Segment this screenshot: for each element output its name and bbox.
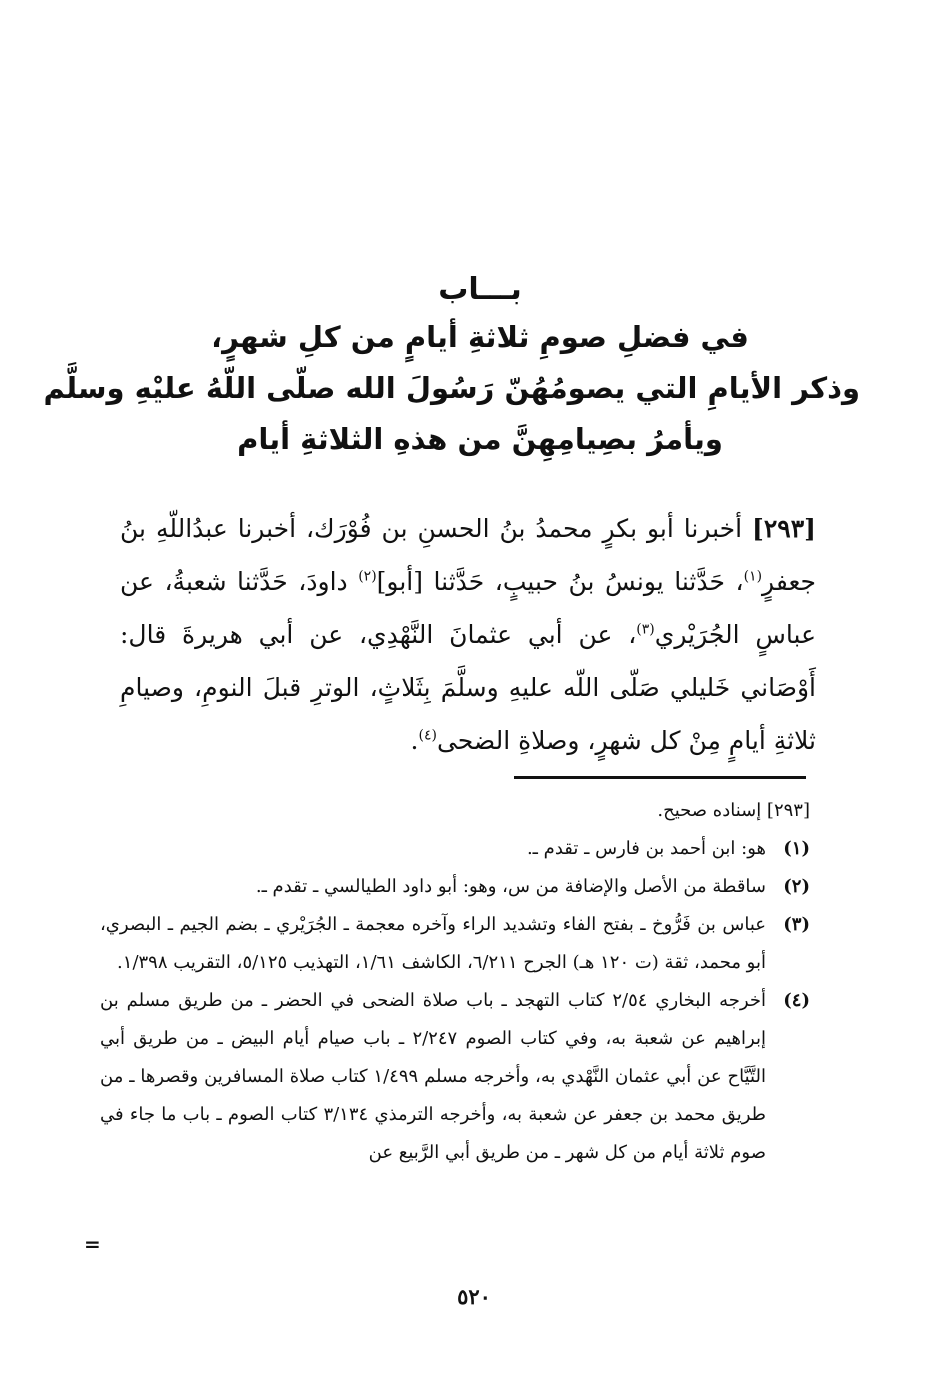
footnotes-section xyxy=(100,792,810,1172)
footnote-item xyxy=(100,982,810,1172)
hadith-number: [٢٩٣] xyxy=(752,514,816,543)
hadith-text-part-3: داودَ، حَدَّثنا شعبةُ، عن عباسٍ الجُرَيْري xyxy=(120,567,816,649)
footnote-ref-3: (٣) xyxy=(636,621,655,638)
footnote-separator xyxy=(514,776,806,779)
hadith-paragraph xyxy=(120,502,816,767)
footnote-marker: (٤) xyxy=(783,990,810,1011)
continuation-mark: = xyxy=(84,1232,101,1256)
footnote-text: هو: ابن أحمد بن فارس ـ تقدم ـ. xyxy=(526,838,766,859)
chapter-title-line-2: وذكر الأيامِ التي يصومُهُنّ رَسُولَ الله صلّى اللّهُ عليْهِ وسلَّم xyxy=(43,371,860,405)
footnote-marker: (١) xyxy=(783,838,810,859)
footnote-text: أخرجه البخاري ٢/٥٤ كتاب التهجد ـ باب صلاة الضحى في الحضر ـ من طريق مسلم بن إبراهيم عن شعبة به، وفي كتاب الصوم ٢/٢٤٧ ـ باب صيام أيام البيض ـ من طريق أبي التَّيَّاح عن أبي عثمان النَّهْدي به، وأخرجه مسلم ١/٤٩٩ كتاب صلاة المسافرين وقصرها ـ من طريق محمد بن جعفر عن شعبة به، وأخرجه الترمذي ٣/١٣٤ كتاب الصوم ـ باب ما جاء في صوم ثلاثة أيام من كل شهر ـ من طريق أبي الرَّبيع عن xyxy=(100,990,766,1163)
chapter-word: بـــاب xyxy=(438,272,522,307)
footnote-ref-2: (٢) xyxy=(358,568,377,585)
footnote-text: عباس بن فَرُّوخ ـ بفتح الفاء وتشديد الراء وآخره معجمة ـ الجُرَيْري ـ بضم الجيم ـ البصري، أبو محمد، ثقة (ت ١٢٠ هـ) الجرح ٦/٢١١، الكاشف ١/٦١، التهذيب ٥/١٢٥، التقريب ١/٣٩٨. xyxy=(100,914,766,973)
footnote-item xyxy=(100,868,810,906)
chapter-title-line-1: في فضلِ صومِ ثلاثةِ أيامٍ من كلِ شهرٍ، xyxy=(211,320,749,354)
footnote-item xyxy=(100,906,810,982)
footnote-ref-4: (٤) xyxy=(418,727,437,744)
chapter-heading xyxy=(43,268,860,465)
hadith-text-part-2: ، حَدَّثنا يونسُ بنُ حبيبٍ، حَدَّثنا [أبو] xyxy=(376,567,744,596)
hadith-text-part-4: ، عن أبي عثمانَ النَّهْدِي، عن أبي هريرةَ قال: أَوْصَاني خَليلي صَلّى اللّه عليهِ وسلَّمَ بِثَلاثٍ، الوترِ قبلَ النومِ، وصيامِ ثلاثةِ أيامٍ مِنْ كل شهرٍ، وصلاةِ الضحى xyxy=(120,620,816,755)
footnote-marker: (٣) xyxy=(783,914,810,935)
chapter-title-line-3: ويأمرُ بصِيامِهِنَّ من هذهِ الثلاثةِ أيام xyxy=(237,422,723,456)
footnote-header: [٢٩٣] إسناده صحيح. xyxy=(657,800,810,821)
footnote-text: ساقطة من الأصل والإضافة من س، وهو: أبو داود الطيالسي ـ تقدم ـ. xyxy=(255,876,766,897)
hadith-text-part-5: . xyxy=(410,726,419,755)
footnote-ref-1: (١) xyxy=(743,568,763,585)
footnote-item xyxy=(100,830,810,868)
footnote-marker: (٢) xyxy=(783,876,810,897)
hadith-text-part-1: أخبرنا أبو بكرٍ محمدُ بنُ الحسنِ بن فُوْرَك، أخبرنا عبدُاللّهِ بنُ جعفرٍ xyxy=(120,514,816,596)
page-number: ٥٢٠ xyxy=(457,1284,491,1309)
